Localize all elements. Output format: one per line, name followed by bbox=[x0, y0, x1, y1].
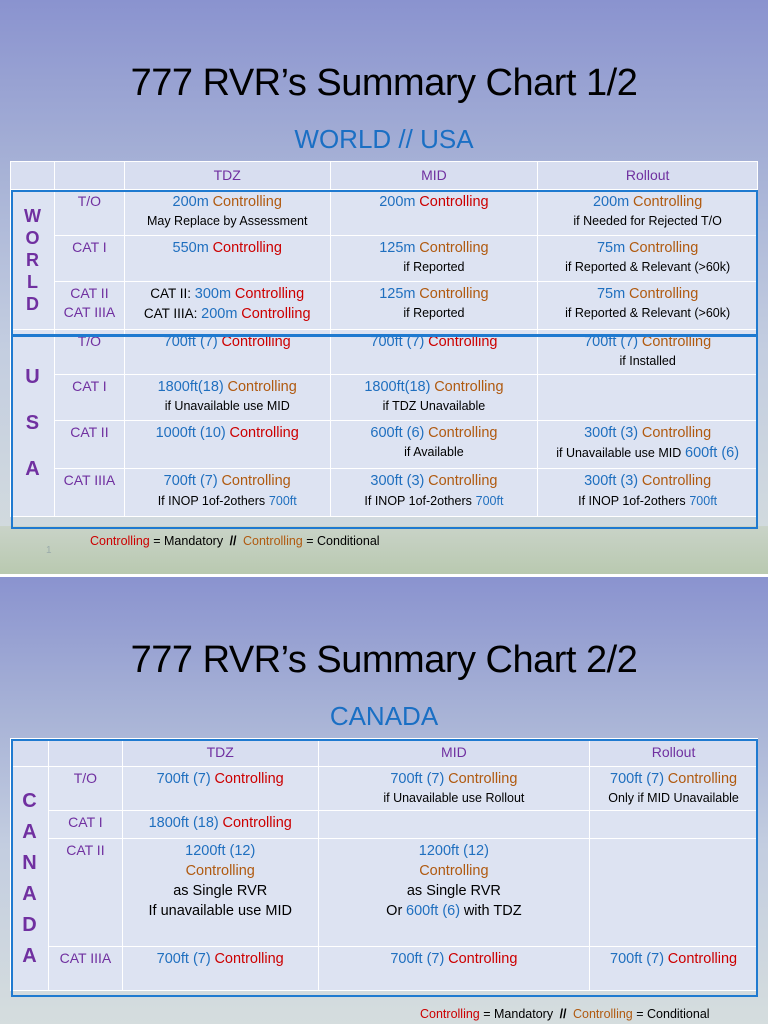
header-rollout: Rollout bbox=[538, 162, 758, 190]
legend-separator: // bbox=[229, 534, 237, 548]
tdz-cell: 1800ft(18) Controlling if Unavailable use MID bbox=[124, 375, 330, 421]
table-row bbox=[11, 767, 758, 811]
slide-1-subtitle: WORLD // USA bbox=[294, 124, 474, 154]
table-header-row bbox=[11, 739, 758, 767]
slide-number: 1 bbox=[46, 545, 52, 556]
region-label-canada: C A N A D A bbox=[11, 767, 49, 991]
rollout-cell: 300ft (3) Controlling If INOP 1of-2others 700ft bbox=[538, 469, 758, 517]
table-header-row bbox=[11, 162, 758, 190]
rollout-cell: 300ft (3) Controlling if Unavailable use MID 600ft (6) bbox=[538, 421, 758, 469]
category-cell: CAT II CAT IIIA bbox=[54, 282, 124, 330]
mid-cell: 200m Controlling bbox=[330, 190, 538, 236]
tdz-cell: 1800ft (18) Controlling bbox=[122, 811, 318, 839]
header-rollout: Rollout bbox=[590, 739, 758, 767]
table-row bbox=[11, 947, 758, 991]
category-cell: CAT I bbox=[54, 236, 124, 282]
table-row bbox=[11, 330, 758, 375]
category-cell: CAT I bbox=[48, 811, 122, 839]
legend-conditional-label: = Conditional bbox=[632, 1007, 710, 1021]
legend-mandatory-label: = Mandatory bbox=[149, 534, 224, 548]
header-tdz: TDZ bbox=[122, 739, 318, 767]
header-blank bbox=[11, 162, 55, 190]
region-label-usa: U S A bbox=[11, 330, 55, 517]
tdz-cell: 1200ft (12) Controlling as Single RVR If unavailable use MID bbox=[122, 839, 318, 947]
legend-conditional-word: Controlling bbox=[243, 534, 303, 548]
mid-cell: 700ft (7) Controlling if Unavailable use Rollout bbox=[318, 767, 590, 811]
tdz-cell: CAT II: 300m Controlling CAT IIIA: 200m Controlling bbox=[124, 282, 330, 330]
table-row bbox=[11, 236, 758, 282]
table-row bbox=[11, 421, 758, 469]
category-cell: CAT IIIA bbox=[54, 469, 124, 517]
tdz-cell: 1000ft (10) Controlling bbox=[124, 421, 330, 469]
table-row bbox=[11, 839, 758, 947]
rollout-cell bbox=[590, 839, 758, 947]
mid-cell: 300ft (3) Controlling If INOP 1of-2others 700ft bbox=[330, 469, 538, 517]
header-blank bbox=[54, 162, 124, 190]
header-tdz: TDZ bbox=[124, 162, 330, 190]
header-blank bbox=[48, 739, 122, 767]
category-cell: CAT II bbox=[48, 839, 122, 947]
mid-cell: 1200ft (12) Controlling as Single RVR Or 600ft (6) with TDZ bbox=[318, 839, 590, 947]
rollout-cell: 700ft (7) Controlling if Installed bbox=[538, 330, 758, 375]
category-cell: T/O bbox=[54, 190, 124, 236]
header-mid: MID bbox=[330, 162, 538, 190]
tdz-cell: 550m Controlling bbox=[124, 236, 330, 282]
tdz-cell: 700ft (7) Controlling bbox=[122, 767, 318, 811]
rollout-cell bbox=[538, 375, 758, 421]
tdz-cell: 700ft (7) Controlling bbox=[122, 947, 318, 991]
rollout-cell bbox=[590, 811, 758, 839]
slide-2-title: 777 RVR’s Summary Chart 2/2 bbox=[130, 639, 638, 681]
legend-mandatory-label: = Mandatory bbox=[479, 1007, 554, 1021]
table-row bbox=[11, 469, 758, 517]
category-cell: T/O bbox=[48, 767, 122, 811]
table-row bbox=[11, 190, 758, 236]
mid-cell: 700ft (7) Controlling bbox=[330, 330, 538, 375]
mid-cell: 600ft (6) Controlling if Available bbox=[330, 421, 538, 469]
mid-cell: 125m Controlling if Reported bbox=[330, 236, 538, 282]
table-row bbox=[11, 282, 758, 330]
category-cell: CAT II bbox=[54, 421, 124, 469]
legend-conditional-word: Controlling bbox=[573, 1007, 633, 1021]
rvr-table-canada bbox=[10, 738, 758, 991]
header-blank bbox=[11, 739, 49, 767]
category-cell: CAT I bbox=[54, 375, 124, 421]
rollout-cell: 75m Controlling if Reported & Relevant (>60k) bbox=[538, 282, 758, 330]
rollout-cell: 700ft (7) Controlling Only if MID Unavailable bbox=[590, 767, 758, 811]
table-row bbox=[11, 375, 758, 421]
category-cell: CAT IIIA bbox=[48, 947, 122, 991]
rollout-cell: 200m Controlling if Needed for Rejected T/O bbox=[538, 190, 758, 236]
mid-cell: 1800ft(18) Controlling if TDZ Unavailable bbox=[330, 375, 538, 421]
rvr-table-world-usa bbox=[10, 161, 758, 517]
category-cell: T/O bbox=[54, 330, 124, 375]
tdz-cell: 700ft (7) Controlling bbox=[124, 330, 330, 375]
slide-2-subtitle: CANADA bbox=[329, 701, 439, 731]
region-label-world: W O R L D bbox=[11, 190, 55, 330]
legend bbox=[420, 1007, 710, 1021]
tdz-cell: 700ft (7) Controlling If INOP 1of-2others 700ft bbox=[124, 469, 330, 517]
rollout-cell: 700ft (7) Controlling bbox=[590, 947, 758, 991]
table-row bbox=[11, 811, 758, 839]
legend-mandatory-word: Controlling bbox=[90, 534, 150, 548]
legend-mandatory-word: Controlling bbox=[420, 1007, 480, 1021]
mid-cell bbox=[318, 811, 590, 839]
legend-conditional-label: = Conditional bbox=[302, 534, 380, 548]
rollout-cell: 75m Controlling if Reported & Relevant (>60k) bbox=[538, 236, 758, 282]
slide-1-title: 777 RVR’s Summary Chart 1/2 bbox=[130, 62, 638, 104]
mid-cell: 125m Controlling if Reported bbox=[330, 282, 538, 330]
tdz-cell: 200m Controlling May Replace by Assessment bbox=[124, 190, 330, 236]
mid-cell: 700ft (7) Controlling bbox=[318, 947, 590, 991]
legend-separator: // bbox=[559, 1007, 567, 1021]
legend bbox=[90, 534, 380, 548]
header-mid: MID bbox=[318, 739, 590, 767]
slide-2 bbox=[0, 577, 768, 1024]
